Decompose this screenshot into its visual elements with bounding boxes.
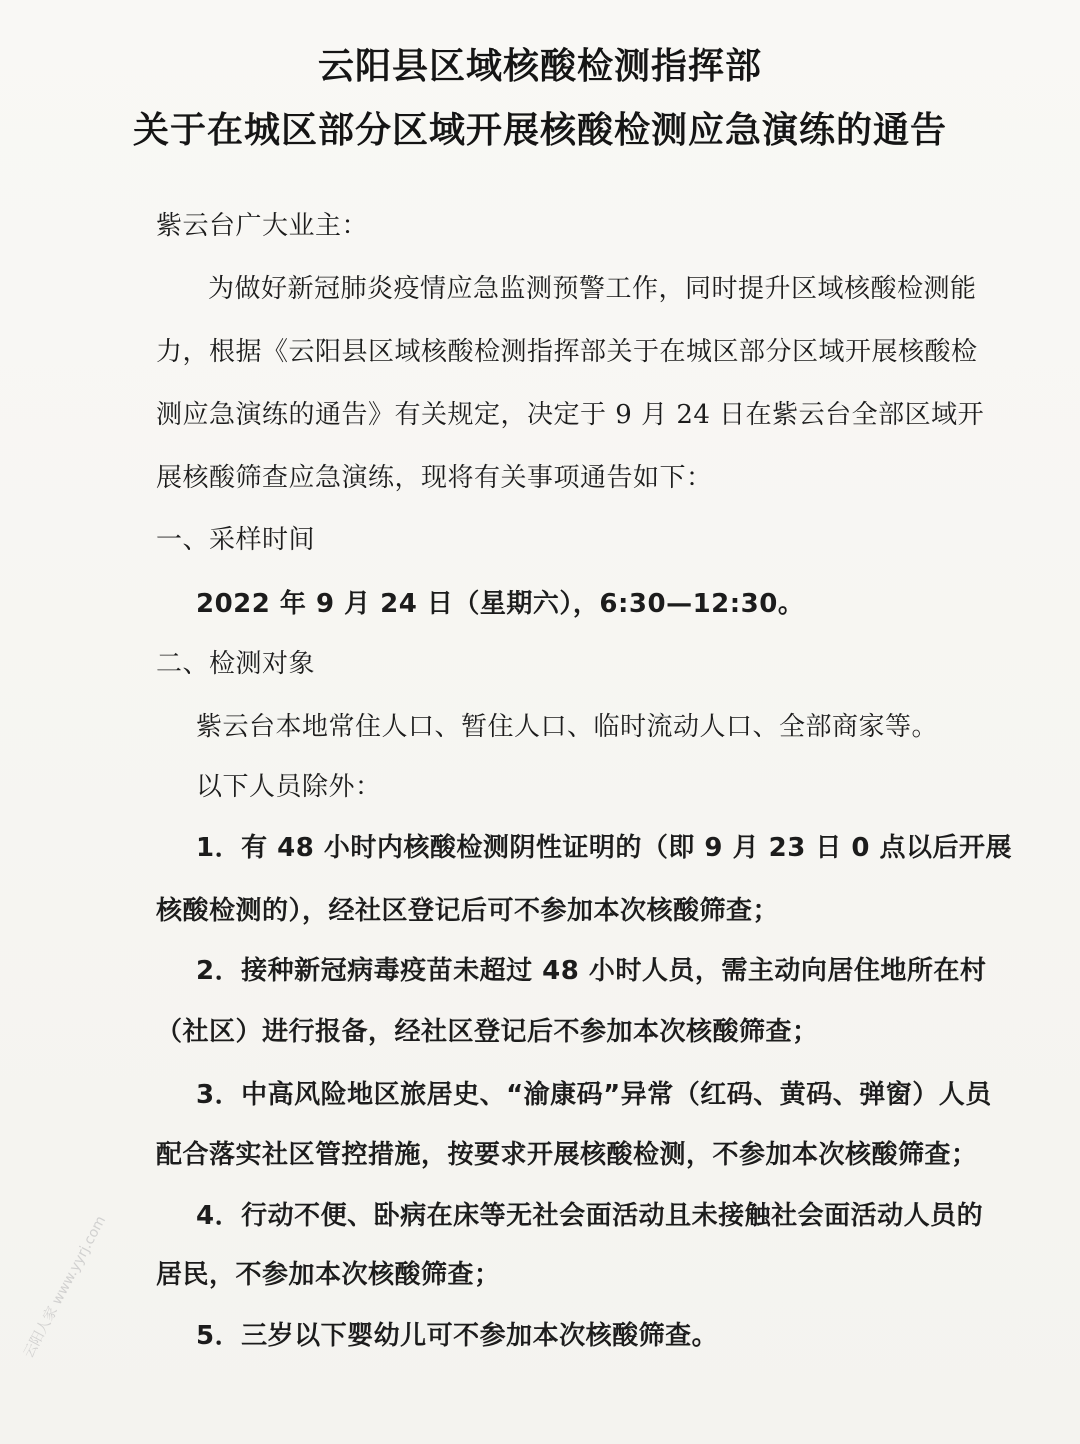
intro-line: 展核酸筛查应急演练，现将有关事项通告如下： [156, 463, 713, 493]
exception-line: 1．有 48 小时内核酸检测阴性证明的（即 9 月 23 日 0 点以后开展 [196, 833, 1013, 863]
exception-line: （社区）进行报备，经社区登记后不参加本次核酸筛查； [156, 1017, 819, 1047]
intro-line: 为做好新冠肺炎疫情应急监测预警工作，同时提升区域核酸检测能 [208, 274, 977, 304]
watermark: 云阳人家 www.yyrj.com [20, 1213, 110, 1361]
exception-line: 2．接种新冠病毒疫苗未超过 48 小时人员，需主动向居住地所在村 [196, 956, 987, 986]
exception-line: 3．中高风险地区旅居史、“渝康码”异常（红码、黄码、弹窗）人员 [196, 1080, 992, 1110]
section2-heading: 二、检测对象 [156, 649, 316, 679]
intro-line: 测应急演练的通告》有关规定，决定于 9 月 24 日在紫云台全部区域开 [156, 400, 985, 430]
section1-heading: 一、采样时间 [156, 525, 316, 555]
document-title-line1: 云阳县区域核酸检测指挥部 [317, 46, 762, 87]
salutation: 紫云台广大业主： [156, 211, 369, 241]
exception-line: 居民，不参加本次核酸筛查； [156, 1260, 501, 1290]
exception-line: 核酸检测的），经社区登记后可不参加本次核酸筛查； [156, 896, 780, 926]
exception-line: 配合落实社区管控措施，按要求开展核酸检测，不参加本次核酸筛查； [156, 1140, 978, 1170]
document-title-line2: 关于在城区部分区域开展核酸检测应急演练的通告 [132, 110, 947, 151]
exception-heading: 以下人员除外： [196, 772, 382, 802]
exception-line: 5．三岁以下婴幼儿可不参加本次核酸筛查。 [196, 1321, 719, 1351]
section1-time: 2022 年 9 月 24 日（星期六），6:30—12:30。 [196, 589, 805, 619]
intro-line: 力，根据《云阳县区域核酸检测指挥部关于在城区部分区域开展核酸检 [156, 337, 978, 367]
section2-targets: 紫云台本地常住人口、暂住人口、临时流动人口、全部商家等。 [196, 712, 939, 742]
exception-line: 4．行动不便、卧病在床等无社会面活动且未接触社会面活动人员的 [196, 1201, 984, 1231]
